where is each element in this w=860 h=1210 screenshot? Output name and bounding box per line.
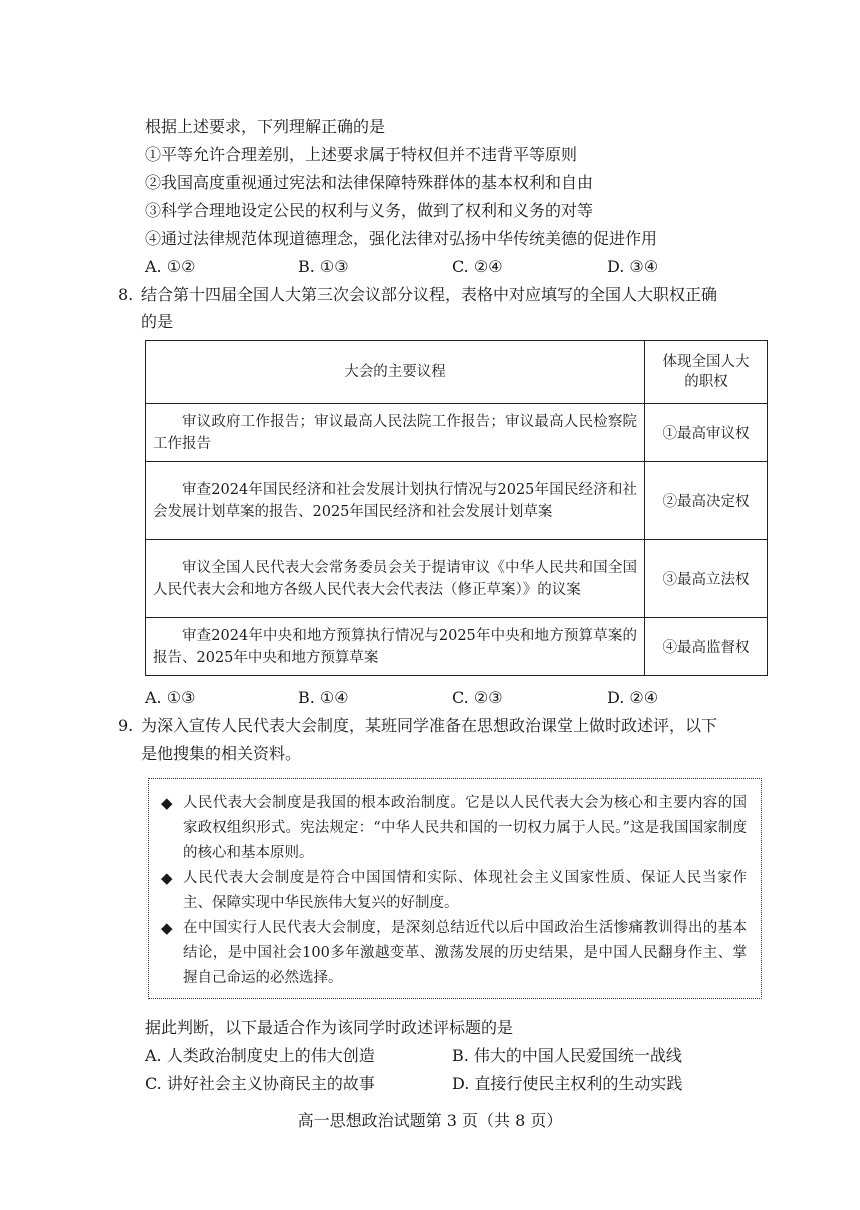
table-header-row — [146, 341, 768, 404]
power-cell: ②最高决定权 — [645, 462, 768, 540]
header-power-line2: 的职权 — [684, 374, 728, 390]
q8-stem-line1: 结合第十四届全国人大第三次会议部分议程，表格中对应填写的全国人大职权正确 — [141, 285, 718, 304]
agenda-cell: 审查2024年中央和地方预算执行情况与2025年中央和地方预算草案的报告、2025年中央和地方预算草案 — [146, 618, 645, 676]
q8-option-a: A. ①③ — [145, 688, 196, 707]
diamond-bullet-icon: ◆ — [161, 869, 173, 887]
q7-option-d: D. ③④ — [607, 257, 659, 276]
agenda-table — [145, 340, 768, 676]
q8-option-b: B. ①④ — [298, 688, 349, 707]
q9-stem-line1: 为深入宣传人民代表大会制度，某班同学准备在思想政治课堂上做时政述评，以下 — [141, 716, 718, 735]
agenda-cell: 审议政府工作报告；审议最高人民法院工作报告；审议最高人民检察院工作报告 — [146, 404, 645, 462]
header-power — [645, 341, 768, 404]
material-bullet — [161, 866, 747, 916]
agenda-cell: 审议全国人民代表大会常务委员会关于提请审议《中华人民共和国全国人民代表大会和地方各级人民代表大会代表法（修正草案）》的议案 — [146, 540, 645, 618]
q7-item-1: ①平等允许合理差别，上述要求属于特权但并不违背平等原则 — [145, 145, 578, 164]
table-row — [146, 462, 768, 540]
q7-item-3: ③科学合理地设定公民的权利与义务，做到了权利和义务的对等 — [145, 201, 594, 220]
bullet-text: 在中国实行人民代表大会制度，是深刻总结近代以后中国政治生活惨痛教训得出的基本结论，是中国社会100多年激越变革、激荡发展的历史结果，是中国人民翻身作主、掌握自己命运的必然选择。 — [183, 920, 747, 986]
q9-option-d: D. 直接行使民主权利的生动实践 — [452, 1074, 683, 1093]
q9-option-b: B. 伟大的中国人民爱国统一战线 — [452, 1046, 682, 1065]
q7-item-2: ②我国高度重视通过宪法和法律保障特殊群体的基本权利和自由 — [145, 173, 594, 192]
q7-option-a: A. ①② — [145, 257, 196, 276]
material-bullet — [161, 791, 747, 866]
table-row — [146, 404, 768, 462]
q8-option-d: D. ②④ — [607, 688, 659, 707]
q9-question: 据此判断，以下最适合作为该同学时政述评标题的是 — [145, 1018, 514, 1037]
q8-option-c: C. ②③ — [452, 688, 503, 707]
table-row — [146, 618, 768, 676]
power-cell: ①最高审议权 — [645, 404, 768, 462]
q7-stem: 根据上述要求，下列理解正确的是 — [145, 117, 386, 136]
table-row — [146, 540, 768, 618]
q7-item-4: ④通过法律规范体现道德理念，强化法律对弘扬中华传统美德的促进作用 — [145, 229, 658, 248]
q8-number: 8. — [118, 285, 134, 304]
q8-stem-line2: 的是 — [141, 312, 174, 331]
bullet-text: 人民代表大会制度是我国的根本政治制度。它是以人民代表大会为核心和主要内容的国家政权组织形式。宪法规定：“中华人民共和国的一切权力属于人民。”这是我国国家制度的核心和基本原则。 — [183, 795, 747, 861]
header-power-line1: 体现全国人大 — [662, 354, 750, 370]
q9-number: 9. — [118, 716, 134, 735]
material-bullet — [161, 916, 747, 991]
page-footer: 高一思想政治试题第 3 页（共 8 页） — [297, 1111, 563, 1130]
agenda-cell: 审查2024年国民经济和社会发展计划执行情况与2025年国民经济和社会发展计划草案的报告、2025年国民经济和社会发展计划草案 — [146, 462, 645, 540]
diamond-bullet-icon: ◆ — [161, 794, 173, 812]
diamond-bullet-icon: ◆ — [161, 919, 173, 937]
q7-option-c: C. ②④ — [452, 257, 503, 276]
q9-option-c: C. 讲好社会主义协商民主的故事 — [145, 1074, 375, 1093]
power-cell: ③最高立法权 — [645, 540, 768, 618]
bullet-text: 人民代表大会制度是符合中国国情和实际、体现社会主义国家性质、保证人民当家作主、保障实现中华民族伟大复兴的好制度。 — [183, 870, 747, 911]
power-cell: ④最高监督权 — [645, 618, 768, 676]
header-agenda: 大会的主要议程 — [146, 341, 645, 404]
q7-option-b: B. ①③ — [298, 257, 349, 276]
material-box — [148, 778, 762, 999]
q9-stem-line2: 是他搜集的相关资料。 — [141, 744, 302, 763]
q9-option-a: A. 人类政治制度史上的伟大创造 — [145, 1046, 375, 1065]
